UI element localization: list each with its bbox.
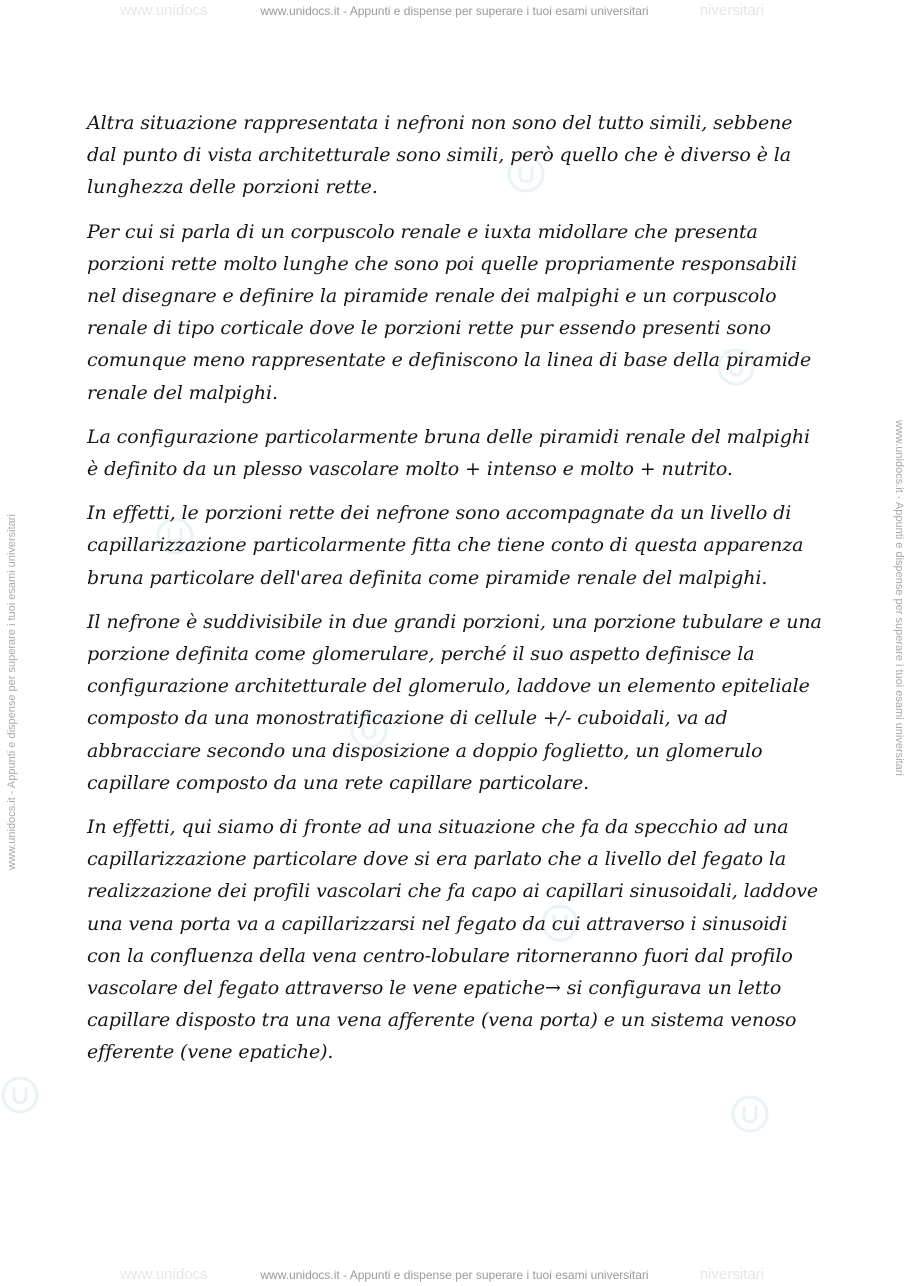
right-side-banner-text: www.unidocs.it - Appunti e dispense per superare i tuoi esami universitari — [893, 420, 905, 776]
paragraph: La configurazione particolarmente bruna delle piramidi renale del malpighi è definito da un plesso vascolare molto + intenso e molto + nutrito. — [87, 425, 810, 481]
watermark-logo-icon — [730, 1094, 770, 1134]
paragraph: Altra situazione rappresentata i nefroni non sono del tutto simili, sebbene dal punto di vista architetturale sono simili, però quello che è diverso è la lunghezza delle porzioni rette. — [87, 112, 793, 199]
footer-banner — [0, 1268, 909, 1282]
paragraph: In effetti, qui siamo di fronte ad una situazione che fa da specchio ad una capillarizzazione particolare dove si era parlato che a livello del fegato la realizzazione dei profili vascolari che fa capo ai capillari sinusoidali, laddove una vena porta va a capillarizzarsi nel fegato da cui attraverso i sinusoidi con la confluenza della vena centro-lobulare ritorneranno fuori dal profilo vascolare del fegato attraverso le vene epatiche→ si configurava un letto capillare disposto tra una vena afferente (vena porta) e un sistema venoso efferente (vene epatiche). — [87, 816, 819, 1064]
paragraph: Il nefrone è suddivisibile in due grandi porzioni, una porzione tubulare e una porzione definita come glomerulare, perché il suo aspetto definisce la configurazione architetturale del glomerulo, laddove un elemento epiteliale composto da una monostratificazione di cellule +/- cuboidali, va ad abbracciare secondo una disposizione a doppio foglietto, un glomerulo capillare composto da una rete capillare particolare. — [87, 610, 822, 794]
header-ghost-right: niversitari — [699, 2, 764, 19]
watermark-logo-icon — [0, 1075, 40, 1115]
document-body — [87, 107, 827, 1081]
left-side-banner-text: www.unidocs.it - Appunti e dispense per superare i tuoi esami universitari — [6, 514, 18, 870]
footer-ghost-left: www.unidocs — [120, 1266, 208, 1283]
right-side-banner — [893, 420, 907, 880]
left-side-banner — [6, 420, 20, 880]
paragraph: In effetti, le porzioni rette dei nefrone sono accompagnate da un livello di capillarizzazione particolarmente fitta che tiene conto di questa apparenza bruna particolare dell'area definita come piramide renale del malpighi. — [87, 502, 804, 589]
paragraph: Per cui si parla di un corpuscolo renale e iuxta midollare che presenta porzioni rette molto lunghe che sono poi quelle propriamente responsabili nel disegnare e definire la piramide renale dei malpighi e un corpuscolo renale di tipo corticale dove le porzioni rette pur essendo presenti sono comunque meno rappresentate e definiscono la linea di base della piramide renale del malpighi. — [87, 220, 812, 404]
footer-ghost-right: niversitari — [699, 1266, 764, 1283]
header-banner-text: www.unidocs.it - Appunti e dispense per superare i tuoi esami universitari — [260, 4, 649, 18]
header-banner — [0, 4, 909, 18]
header-ghost-left: www.unidocs — [120, 2, 208, 19]
footer-banner-text: www.unidocs.it - Appunti e dispense per superare i tuoi esami universitari — [260, 1268, 649, 1282]
